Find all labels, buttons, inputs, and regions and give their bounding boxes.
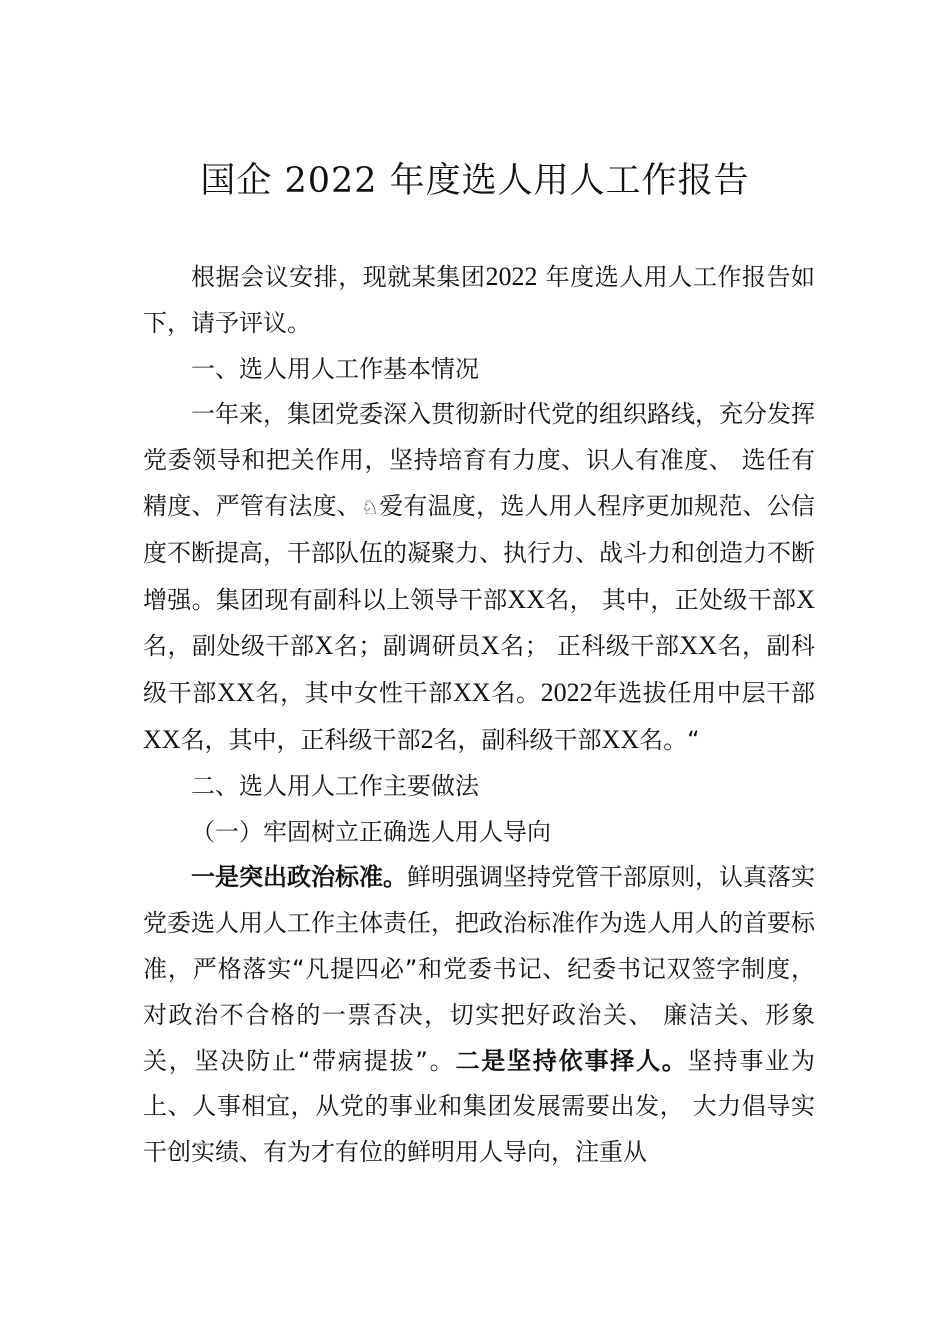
stray-glyph-icon: ♘	[361, 494, 379, 519]
text-run: 名。	[490, 679, 541, 708]
count-value: XX	[679, 631, 717, 661]
count-value: XX	[507, 584, 546, 614]
count-value: X	[314, 631, 334, 661]
count-value: XX	[143, 724, 181, 754]
text-run: 年度选人用人工作报告如下，请予评议。	[143, 263, 815, 337]
document-title: 国企 2022 年度选人用人工作报告	[200, 161, 750, 201]
text-run: 名，副处级干部	[143, 632, 315, 661]
count-value: XX	[601, 724, 640, 754]
year-number: 2022	[540, 678, 593, 708]
count-value: XX	[453, 678, 491, 708]
paragraph-intro	[143, 254, 815, 347]
text-run: 年选拔任用中层干部	[592, 679, 815, 708]
text-run: 鲜明强调坚持党管干部原则，认真落实党委选人用人工作主体责任，把政治标准作为选人用人的首要标准，严格落实“凡提四必”和党委书记、纪委书记双签字制度，对政治不合格的一票否决，切实把好政治关、 廉洁关、形象关，坚决防止“带病提拔”。	[143, 863, 815, 1075]
paragraph-basic-situation	[143, 392, 815, 763]
count-value: X	[796, 584, 815, 614]
text-run: 名，副科级干部	[143, 632, 816, 708]
count-value: 2	[420, 724, 434, 754]
document-body	[143, 254, 815, 1176]
year-number: 2022	[485, 262, 538, 291]
text-run: 名，其中，正科级干部	[180, 725, 421, 754]
text-run: 名。“	[639, 725, 700, 754]
paragraph-political-standard	[143, 855, 815, 1176]
count-value: XX	[217, 678, 255, 708]
bold-lead-text: 一是突出政治标准。	[191, 863, 407, 892]
bold-lead-text: 二是坚持依事择人。	[455, 1046, 688, 1075]
text-run: 名，其中女性干部	[254, 679, 453, 708]
heading-section-1: 一、选人用人工作基本情况	[191, 354, 479, 383]
heading-section-2: 二、选人用人工作主要做法	[191, 771, 479, 800]
count-value: X	[480, 631, 500, 661]
heading-subsection-2-1: （一）牢固树立正确选人用人导向	[191, 817, 551, 846]
text-run: 根据会议安排，现就某集团	[191, 263, 486, 291]
text-run: 名； 正科级干部	[499, 632, 680, 661]
text-run: 爱有温度，选人用人程序更加规范、公信度不断提高，干部队伍的凝聚力、执行力、战斗力和创造力不断增强。集团现有副科以上领导干部	[143, 491, 816, 614]
text-run: 名；副调研员	[333, 632, 481, 661]
text-run: 名， 其中，正处级干部	[545, 585, 797, 614]
text-run: 坚持事业为上、人事相宜，从党的事业和集团发展需要出发， 大力倡导实干创实绩、有为才有位的鲜明用人导向，注重从	[143, 1046, 815, 1167]
text-run: 一年来，集团党委深入贯彻新时代党的组织路线，充分发挥党委领导和把关作用，坚持培育有力度、识人有准度、 选任有精度、严管有法度、	[143, 400, 815, 520]
text-run: 名，副科级干部	[433, 725, 602, 754]
